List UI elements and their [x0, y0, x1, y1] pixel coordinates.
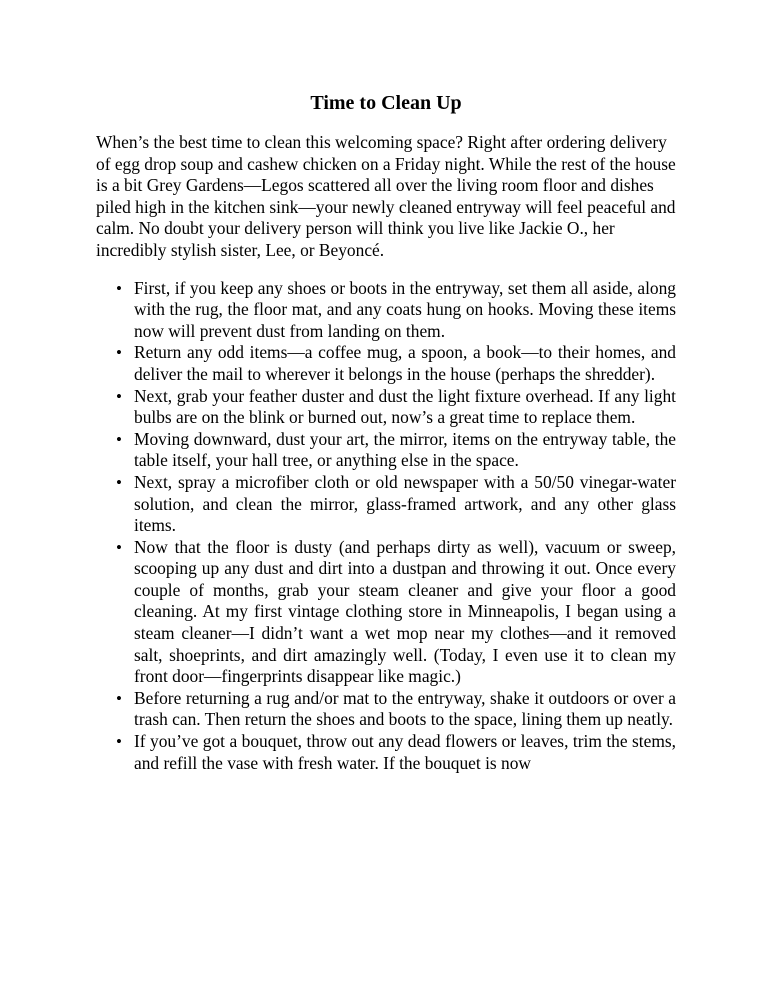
list-item: • Return any odd items—a coffee mug, a spoon, a book—to their homes, and deliver the mail to wherever it belongs in the house (perhaps the shredder).	[96, 342, 676, 385]
page-title: Time to Clean Up	[310, 92, 462, 114]
list-item: • If you’ve got a bouquet, throw out any dead flowers or leaves, trim the stems, and refill the vase with fresh water. If the bouquet is now	[96, 731, 676, 774]
list-item: • Now that the floor is dusty (and perhaps dirty as well), vacuum or sweep, scooping up any dust and dirt into a dustpan and throwing it out. Once every couple of months, grab your steam cleaner and give your floor a good cleaning. At my first vintage clothing store in Minneapolis, I began using a steam cleaner—I didn’t want a wet mop near my clothes—and it removed salt, shoeprints, and dirt amazingly well. (Today, I even use it to clean my front door—fingerprints disappear like magic.)	[96, 537, 676, 688]
document-page	[96, 88, 676, 774]
intro-paragraph: When’s the best time to clean this welcoming space? Right after ordering delivery of egg drop soup and cashew chicken on a Friday night. While the rest of the house is a bit Grey Gardens—Legos scattered all over the living room floor and dishes piled high in the kitchen sink—your newly cleaned entryway will feel peaceful and calm. No doubt your delivery person will think you live like Jackie O., her incredibly stylish sister, Lee, or Beyoncé.	[96, 132, 676, 260]
list-item: • First, if you keep any shoes or boots in the entryway, set them all aside, along with the rug, the floor mat, and any coats hung on hooks. Moving these items now will prevent dust from landing on them.	[96, 278, 676, 343]
bullet-list	[96, 278, 676, 775]
list-item: • Next, spray a microfiber cloth or old newspaper with a 50/50 vinegar-water solution, and clean the mirror, glass-framed artwork, and any other glass items.	[96, 472, 676, 537]
list-item: • Next, grab your feather duster and dust the light fixture overhead. If any light bulbs are on the blink or burned out, now’s a great time to replace them.	[96, 386, 676, 429]
list-item: • Moving downward, dust your art, the mirror, items on the entryway table, the table itself, your hall tree, or anything else in the space.	[96, 429, 676, 472]
list-item: • Before returning a rug and/or mat to the entryway, shake it outdoors or over a trash can. Then return the shoes and boots to the space, lining them up neatly.	[96, 688, 676, 731]
